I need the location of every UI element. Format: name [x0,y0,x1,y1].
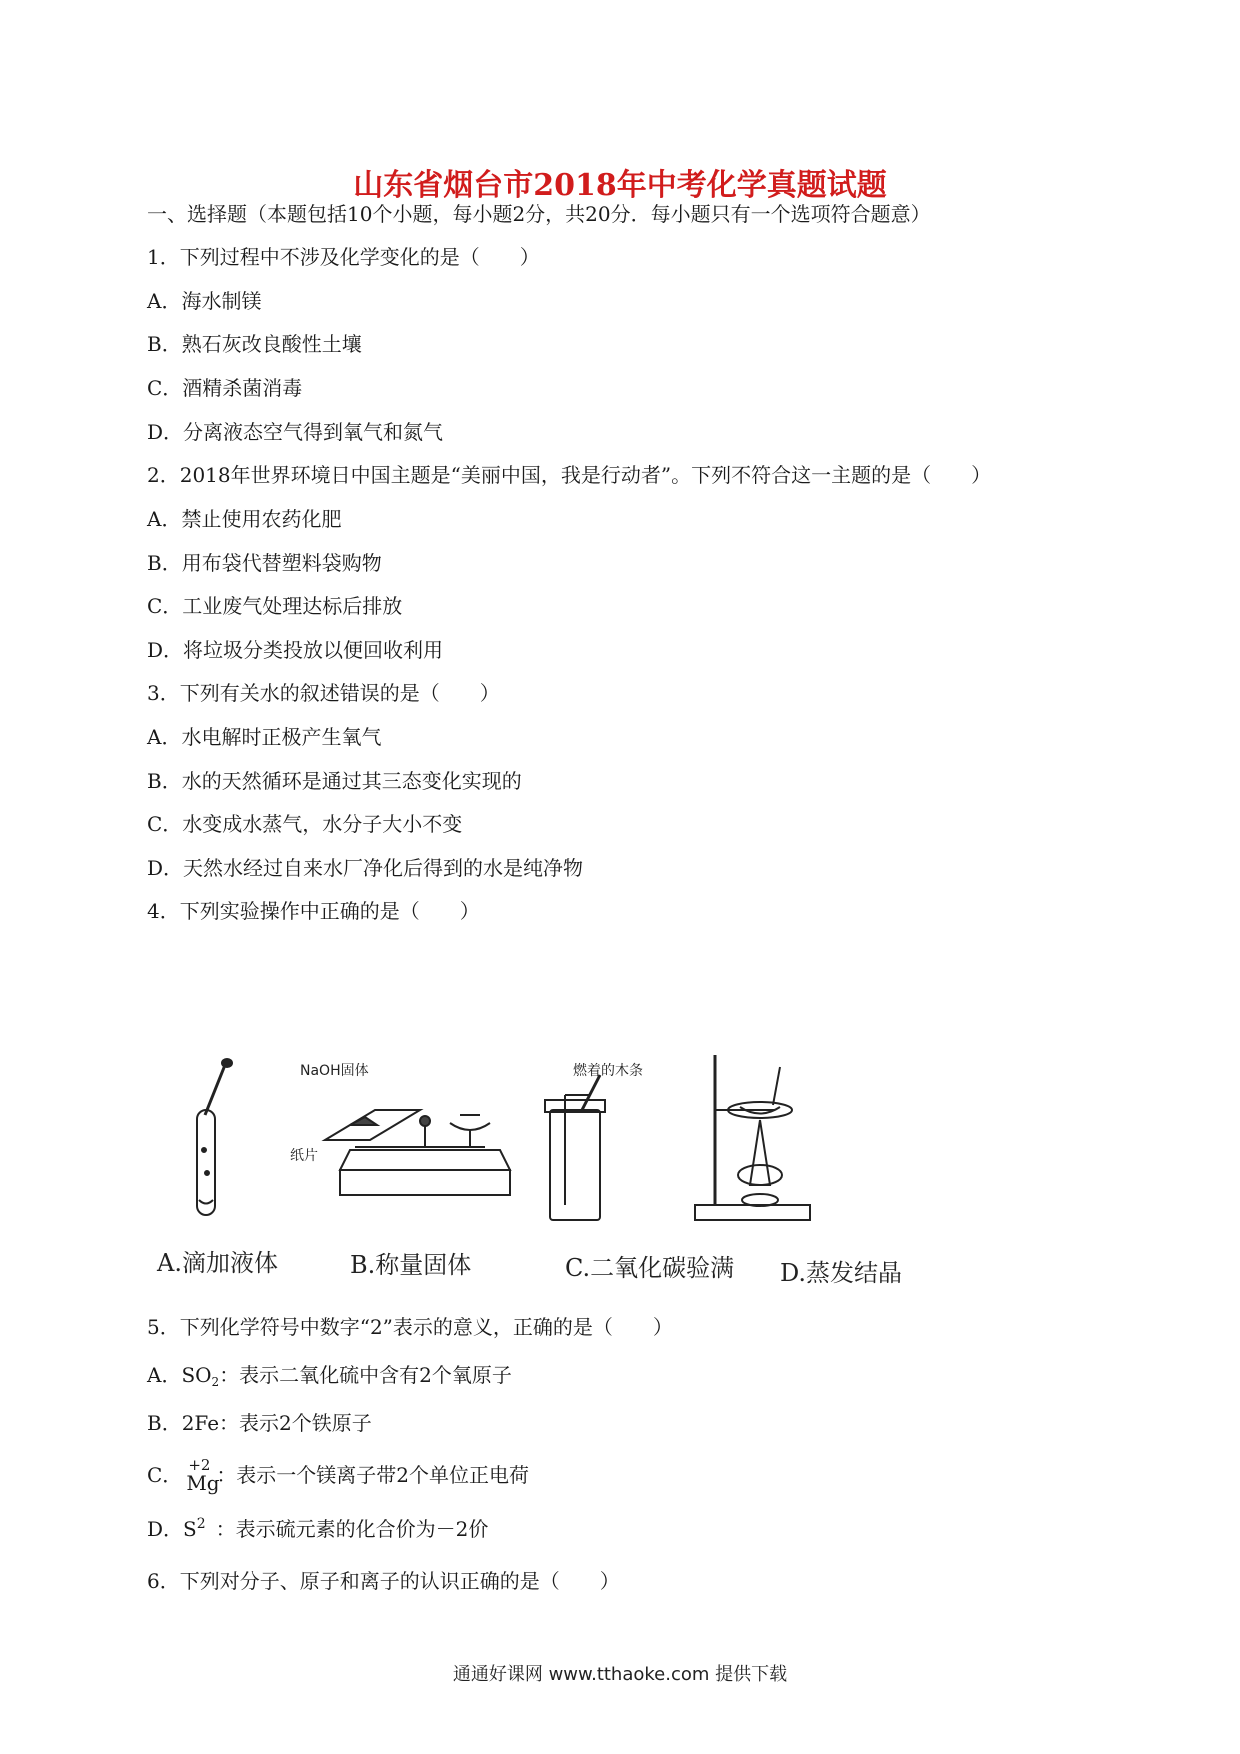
q1-option-b: B．熟石灰改良酸性土壤 [147,332,362,356]
q1-option-a: A．海水制镁 [147,289,262,313]
q5-c-prefix: C． [147,1463,183,1487]
q3-option-d: D．天然水经过自来水厂净化后得到的水是纯净物 [147,856,584,880]
q5-option-c [147,1455,530,1495]
page-footer: 通通好课网 www.tthaoke.com 提供下载 [452,1664,788,1685]
test-tube-dropper-apparatus [197,1059,232,1215]
q2-option-a: A．禁止使用农药化肥 [147,507,342,531]
q4-figure [145,1055,925,1295]
exam-title: 山东省烟台市2018年中考化学真题试题 [353,168,887,203]
gas-jar-apparatus [545,1075,605,1220]
q5-a-subscript: 2 [211,1375,220,1389]
q5-a-prefix: A．SO [147,1363,212,1387]
q2-option-c: C．工业废气处理达标后排放 [147,594,403,618]
q5-c-text: ：表示一个镁离子带2个单位正电荷 [216,1463,530,1487]
q5-d-prefix: D．S [147,1517,197,1541]
q4-stem: 4．下列实验操作中正确的是（ ） [147,899,480,923]
q5-d-superscript: 2 [196,1516,206,1532]
q4-apparatus-drawing [145,1055,925,1235]
valence-mg-charge: +2 [188,1455,211,1474]
valence-mg-element: Mg [186,1470,220,1495]
q3-option-c: C．水变成水蒸气，水分子大小不变 [147,812,463,836]
q5-option-d [147,1515,488,1546]
q5-option-a [147,1361,512,1392]
q1-stem: 1．下列过程中不涉及化学变化的是（ ） [147,245,540,269]
q3-option-a: A．水电解时正极产生氧气 [147,725,382,749]
caption-c: C.二氧化碳验满 [565,1254,735,1282]
q3-stem: 3．下列有关水的叙述错误的是（ ） [147,681,500,705]
burning-stick-label: 燃着的木条 [573,1063,643,1079]
caption-b: B.称量固体 [350,1251,472,1279]
q3-option-b: B．水的天然循环是通过其三态变化实现的 [147,769,522,793]
caption-d: D.蒸发结晶 [780,1259,903,1287]
q6-stem: 6．下列对分子、原子和离子的认识正确的是（ ） [147,1569,620,1593]
q2-option-b: B．用布袋代替塑料袋购物 [147,551,382,575]
valence-mg-symbol [186,1455,220,1495]
paper-label: 纸片 [290,1148,318,1164]
section-heading: 一、选择题（本题包括10个小题，每小题2分，共20分．每小题只有一个选项符合题意） [147,202,931,226]
balance-scale-apparatus [325,1110,510,1195]
q1-option-c: C．酒精杀菌消毒 [147,376,303,400]
q5-a-text: ：表示二氧化硫中含有2个氧原子 [219,1363,512,1387]
q2-option-d: D．将垃圾分类投放以便回收利用 [147,638,444,662]
q5-d-text: ：表示硫元素的化合价为－2价 [215,1517,489,1541]
q2-stem: 2．2018年世界环境日中国主题是“美丽中国，我是行动者”。下列不符合这一主题的是（ ） [147,463,992,487]
q5-stem: 5．下列化学符号中数字“2”表示的意义，正确的是（ ） [147,1315,673,1339]
q5-option-b: B．2Fe：表示2个铁原子 [147,1411,372,1435]
evaporation-apparatus [695,1055,810,1220]
q1-option-d: D．分离液态空气得到氧气和氮气 [147,420,444,444]
naoh-label: NaOH固体 [300,1063,369,1079]
caption-a: A.滴加液体 [157,1249,278,1277]
